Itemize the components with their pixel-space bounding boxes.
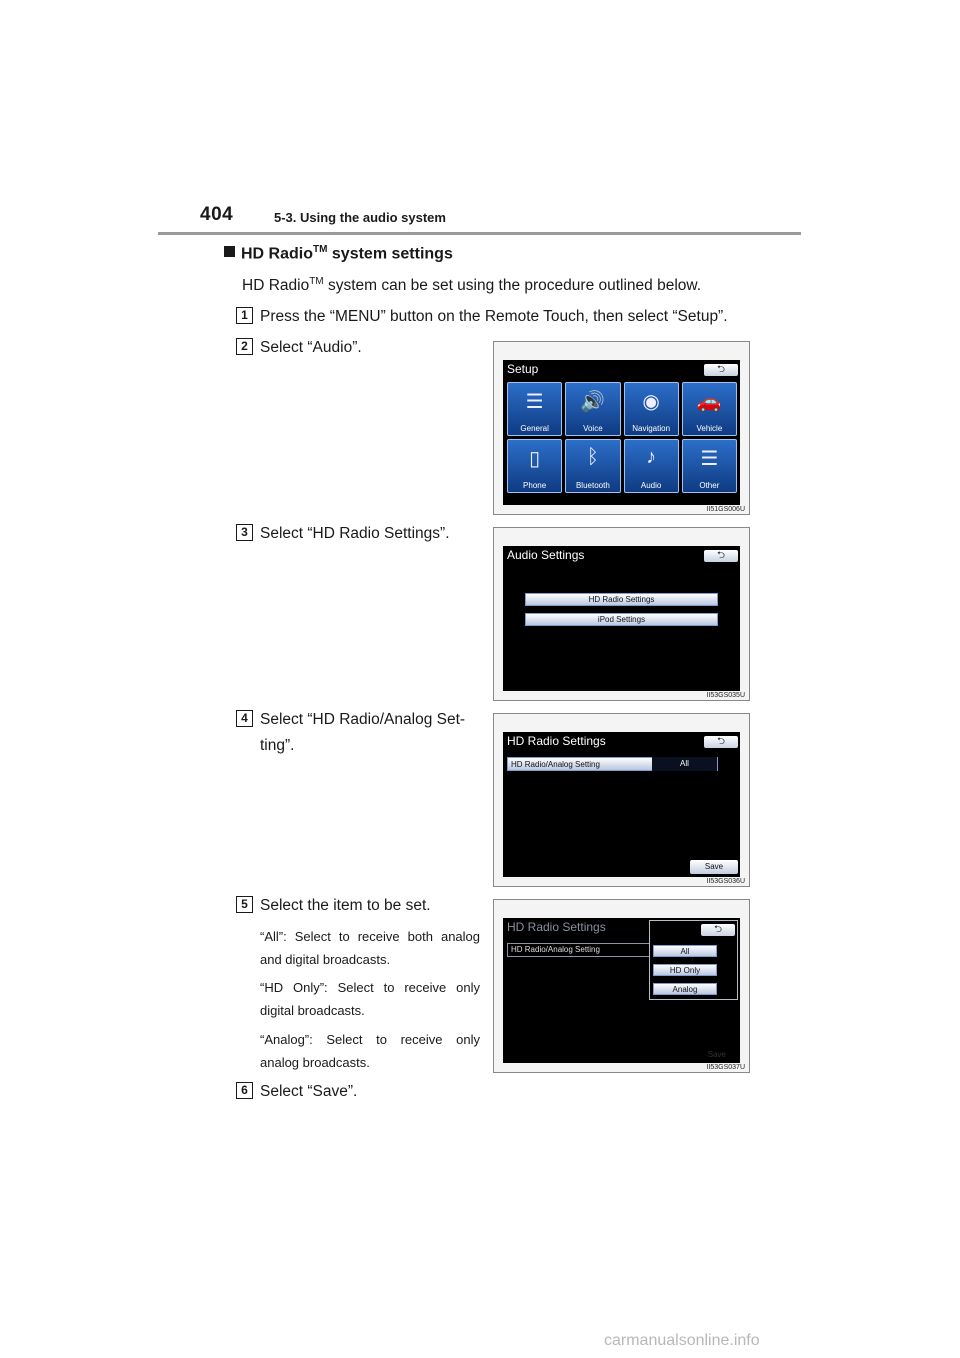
step-text-2: Select “Audio”.: [260, 339, 362, 356]
navigation-icon: ◉: [642, 391, 660, 413]
general-settings-icon: ☰: [525, 391, 544, 413]
setup-screen: [503, 360, 740, 505]
save-button[interactable]: Save: [690, 860, 738, 874]
screen-title: Audio Settings: [507, 548, 585, 562]
hd-radio-options-screen: [503, 918, 740, 1063]
back-button[interactable]: ⮌: [701, 924, 735, 936]
option-hd-only-button[interactable]: HD Only: [653, 964, 717, 976]
audio-settings-screen: [503, 546, 740, 691]
note-analog: “Analog”: Select to receive only analog broadcasts.: [260, 1032, 480, 1070]
voice-icon: 🔊: [580, 391, 606, 413]
hd-radio-analog-setting-row[interactable]: HD Radio/Analog Setting All: [507, 757, 718, 771]
hd-radio-options-screen-figure: [493, 899, 750, 1073]
setup-screen-figure: [493, 341, 750, 515]
figure-id: II53GS035U: [706, 692, 745, 699]
screen-title: HD Radio Settings: [507, 734, 606, 748]
note-all: “All”: Select to receive both analog and digital broadcasts.: [260, 929, 480, 967]
other-button[interactable]: ☰ Other: [682, 439, 737, 493]
phone-button[interactable]: ▯ Phone: [507, 439, 562, 493]
hd-radio-settings-screen-figure: [493, 713, 750, 887]
watermark: carmanualsonline.info: [604, 1332, 760, 1349]
hd-radio-settings-button[interactable]: HD Radio Settings: [525, 593, 718, 606]
setting-value: All: [652, 757, 717, 771]
hd-radio-settings-screen: [503, 732, 740, 877]
chapter-title: 5-3. Using the audio system: [274, 210, 446, 225]
step-number-5: 5: [236, 896, 253, 913]
back-button[interactable]: ⮌: [704, 736, 738, 748]
step-number-2: 2: [236, 338, 253, 355]
step-text-6: Select “Save”.: [260, 1083, 358, 1100]
step-text-1: Press the “MENU” button on the Remote Touch, then select “Setup”.: [260, 308, 728, 325]
step-number-6: 6: [236, 1082, 253, 1099]
figure-id: II53GS036U: [706, 878, 745, 885]
other-settings-icon: ☰: [700, 448, 719, 470]
section-intro: HD Radio™ system can be set using the procedure outlined below.: [242, 276, 702, 295]
audio-button[interactable]: ♪ Audio: [624, 439, 679, 493]
save-button: Save: [707, 1050, 726, 1059]
figure-id: II51GS006U: [706, 506, 745, 513]
options-popup: [649, 920, 738, 1000]
step-text-4: Select “HD Radio/Analog Set- ting”.: [260, 711, 466, 754]
header-rule: [158, 232, 801, 235]
bluetooth-button[interactable]: ᛒ Bluetooth: [565, 439, 620, 493]
note-hd-only: “HD Only”: Select to receive only digital broadcasts.: [260, 980, 480, 1018]
step-number-4: 4: [236, 710, 253, 727]
setup-menu-grid: [507, 382, 737, 493]
bluetooth-icon: ᛒ: [586, 446, 599, 468]
option-analog-button[interactable]: Analog: [653, 983, 717, 995]
back-button[interactable]: ⮌: [704, 550, 738, 562]
step-text-3: Select “HD Radio Settings”.: [260, 525, 450, 542]
vehicle-button[interactable]: 🚗 Vehicle: [682, 382, 737, 436]
figure-id: II53GS037U: [706, 1064, 745, 1071]
step-number-3: 3: [236, 524, 253, 541]
phone-icon: ▯: [529, 448, 541, 470]
ipod-settings-button[interactable]: iPod Settings: [525, 613, 718, 626]
page-number: 404: [200, 204, 234, 225]
step-number-1: 1: [236, 307, 253, 324]
audio-note-icon: ♪: [646, 446, 657, 468]
general-button[interactable]: ☰ General: [507, 382, 562, 436]
square-bullet-icon: [224, 246, 235, 257]
section-title: HD Radio™ system settings: [224, 244, 453, 263]
navigation-button[interactable]: ◉ Navigation: [624, 382, 679, 436]
audio-settings-screen-figure: [493, 527, 750, 701]
screen-title: HD Radio Settings: [507, 920, 606, 934]
vehicle-icon: 🚗: [696, 391, 722, 413]
back-button[interactable]: ⮌: [704, 364, 738, 376]
screen-title: Setup: [507, 362, 539, 376]
option-all-button[interactable]: All: [653, 945, 717, 957]
step-text-5: Select the item to be set.: [260, 897, 431, 914]
voice-button[interactable]: 🔊 Voice: [565, 382, 620, 436]
hd-radio-analog-setting-row: HD Radio/Analog Setting: [507, 943, 657, 957]
